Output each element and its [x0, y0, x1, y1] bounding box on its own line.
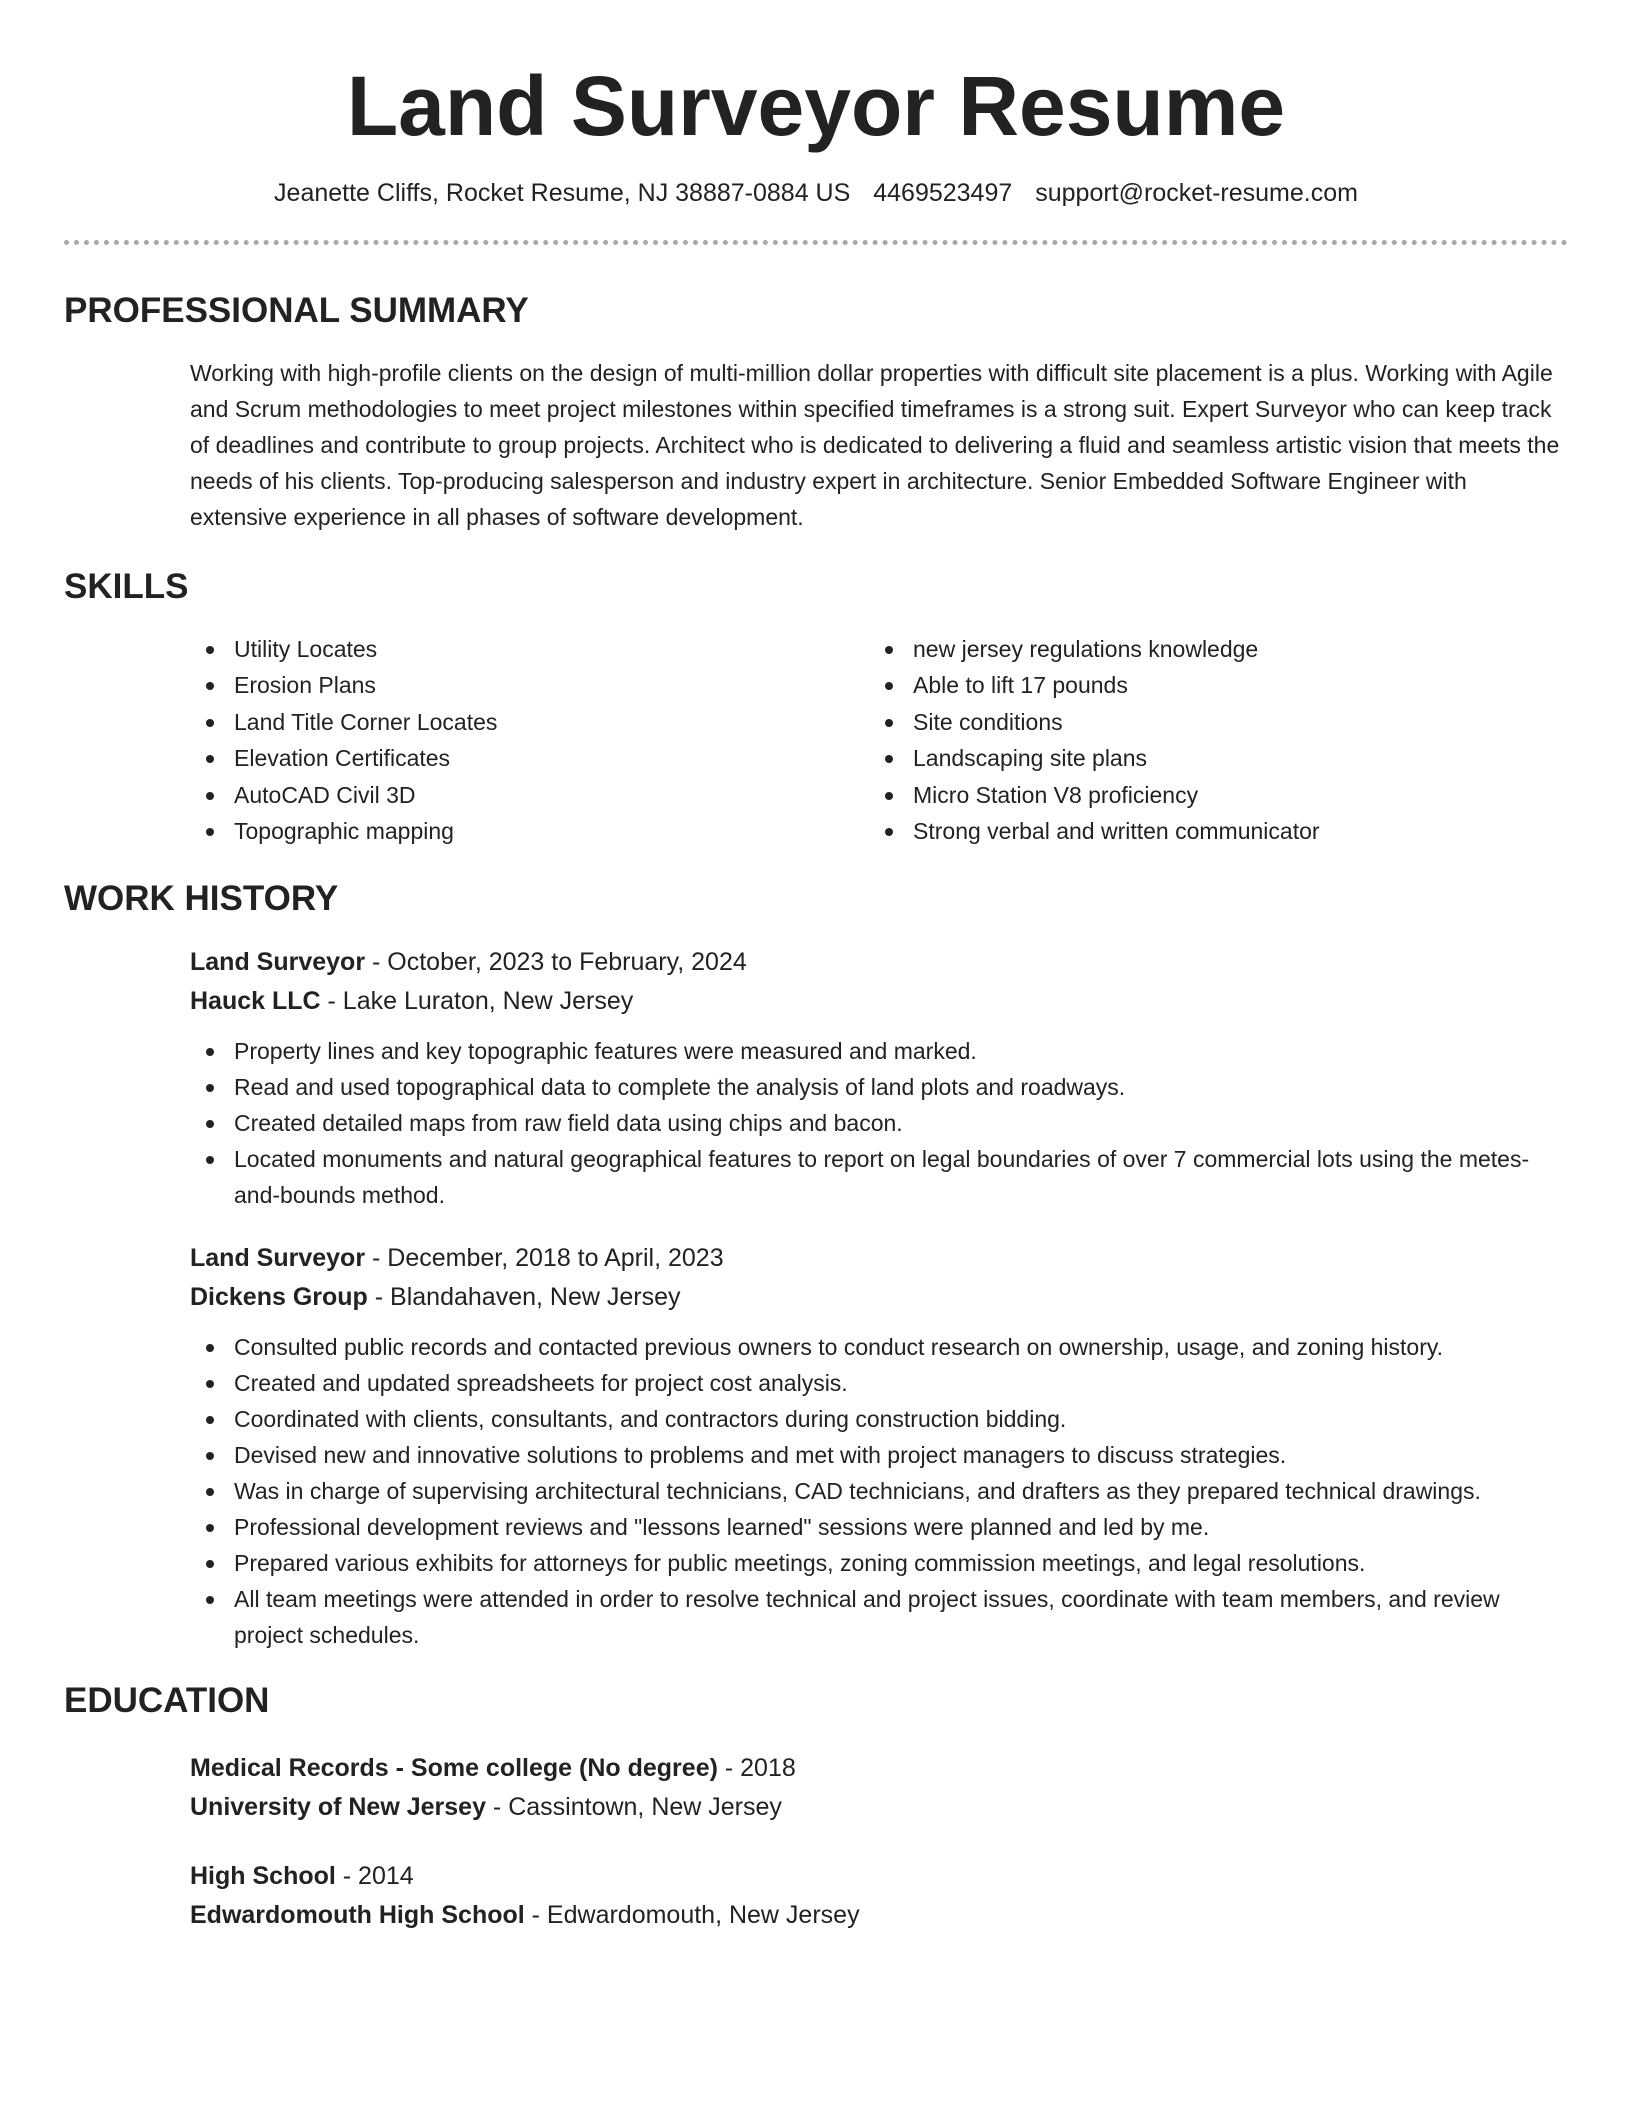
company-name: Dickens Group	[190, 1283, 368, 1312]
school-line	[190, 1896, 1568, 1935]
duty-item: All team meetings were attended in order to resolve technical and project issues, coordinate with team members, and review project schedules.	[190, 1581, 1568, 1653]
duty-item: Property lines and key topographic features were measured and marked.	[190, 1033, 1568, 1069]
skills-column-right	[869, 631, 1568, 849]
resume-page	[64, 0, 1568, 1935]
contact-email: support@rocket-resume.com	[1035, 179, 1358, 207]
skills-heading: SKILLS	[64, 567, 189, 606]
degree-year: - 2014	[335, 1862, 414, 1891]
skill-item: new jersey regulations knowledge	[869, 631, 1568, 667]
degree-line	[190, 1857, 1568, 1896]
contact-address: Jeanette Cliffs, Rocket Resume, NJ 38887-0884 US	[274, 179, 851, 207]
duty-item: Read and used topographical data to complete the analysis of land plots and roadways.	[190, 1069, 1568, 1105]
degree-name: Medical Records - Some college (No degree)	[190, 1754, 718, 1783]
skill-item: Utility Locates	[190, 631, 869, 667]
duty-item: Created detailed maps from raw field data using chips and bacon.	[190, 1105, 1568, 1141]
job-title: Land Surveyor	[190, 1244, 366, 1273]
job-dates: - October, 2023 to February, 2024	[365, 948, 747, 977]
skill-item: Elevation Certificates	[190, 740, 869, 776]
company-line	[190, 1278, 1568, 1317]
contact-phone: 4469523497	[873, 179, 1013, 207]
skill-item: Micro Station V8 proficiency	[869, 777, 1568, 813]
contact-line	[64, 176, 1568, 210]
company-location: - Lake Luraton, New Jersey	[320, 987, 634, 1016]
work-history-heading: WORK HISTORY	[64, 879, 339, 919]
school-location: - Edwardomouth, New Jersey	[524, 1901, 860, 1930]
duty-item: Created and updated spreadsheets for project cost analysis.	[190, 1365, 1568, 1401]
skill-item: Land Title Corner Locates	[190, 704, 869, 740]
resume-title: Land Surveyor Resume	[346, 59, 1286, 153]
job-entry	[190, 943, 1568, 1213]
duty-item: Prepared various exhibits for attorneys for public meetings, zoning commission meetings, and legal resolutions.	[190, 1545, 1568, 1581]
school-location: - Cassintown, New Jersey	[485, 1793, 782, 1822]
education-entry	[190, 1857, 1568, 1935]
job-title: Land Surveyor	[190, 948, 366, 977]
skill-item: Able to lift 17 pounds	[869, 667, 1568, 703]
education-heading: EDUCATION	[64, 1681, 270, 1721]
job-duties	[190, 1033, 1568, 1213]
company-line	[190, 982, 1568, 1021]
duty-item: Professional development reviews and "lessons learned" sessions were planned and led by me.	[190, 1509, 1568, 1545]
school-line	[190, 1788, 1568, 1827]
skills-list	[190, 631, 1568, 849]
summary-heading: PROFESSIONAL SUMMARY	[64, 291, 529, 330]
degree-year: - 2018	[717, 1754, 796, 1783]
job-title-line	[190, 1239, 1568, 1278]
duty-item: Coordinated with clients, consultants, and contractors during construction bidding.	[190, 1401, 1568, 1437]
summary-text: Working with high-profile clients on the design of multi-million dollar properties with difficult site placement is a plus. Working with Agile and Scrum methodologies to meet project milestones within specified timeframes is a strong suit. Expert Surveyor who can keep track of deadlines and contribute to group projects. Architect who is dedicated to delivering a fluid and seamless artistic vision that meets the needs of his clients. Top-producing salesperson and industry expert in architecture. Senior Embedded Software Engineer with extensive experience in all phases of software development.	[190, 360, 1560, 530]
company-name: Hauck LLC	[190, 987, 321, 1016]
skill-item: Strong verbal and written communicator	[869, 813, 1568, 849]
duty-item: Located monuments and natural geographical features to report on legal boundaries of over 7 commercial lots using the metes-and-bounds method.	[190, 1141, 1568, 1213]
duty-item: Consulted public records and contacted previous owners to conduct research on ownership, usage, and zoning history.	[190, 1329, 1568, 1365]
header-divider	[64, 240, 1568, 245]
company-location: - Blandahaven, New Jersey	[367, 1283, 681, 1312]
job-entry	[190, 1239, 1568, 1653]
skill-item: Site conditions	[869, 704, 1568, 740]
job-dates: - December, 2018 to April, 2023	[365, 1244, 724, 1273]
skill-item: Topographic mapping	[190, 813, 869, 849]
duty-item: Was in charge of supervising architectural technicians, CAD technicians, and drafters as they prepared technical drawings.	[190, 1473, 1568, 1509]
degree-line	[190, 1749, 1568, 1788]
skill-item: AutoCAD Civil 3D	[190, 777, 869, 813]
job-title-line	[190, 943, 1568, 982]
skill-item: Landscaping site plans	[869, 740, 1568, 776]
job-duties	[190, 1329, 1568, 1653]
school-name: Edwardomouth High School	[190, 1901, 525, 1930]
education-entry	[190, 1749, 1568, 1827]
skill-item: Erosion Plans	[190, 667, 869, 703]
school-name: University of New Jersey	[190, 1793, 486, 1822]
skills-column-left	[190, 631, 869, 849]
degree-name: High School	[190, 1862, 336, 1891]
duty-item: Devised new and innovative solutions to problems and met with project managers to discuss strategies.	[190, 1437, 1568, 1473]
